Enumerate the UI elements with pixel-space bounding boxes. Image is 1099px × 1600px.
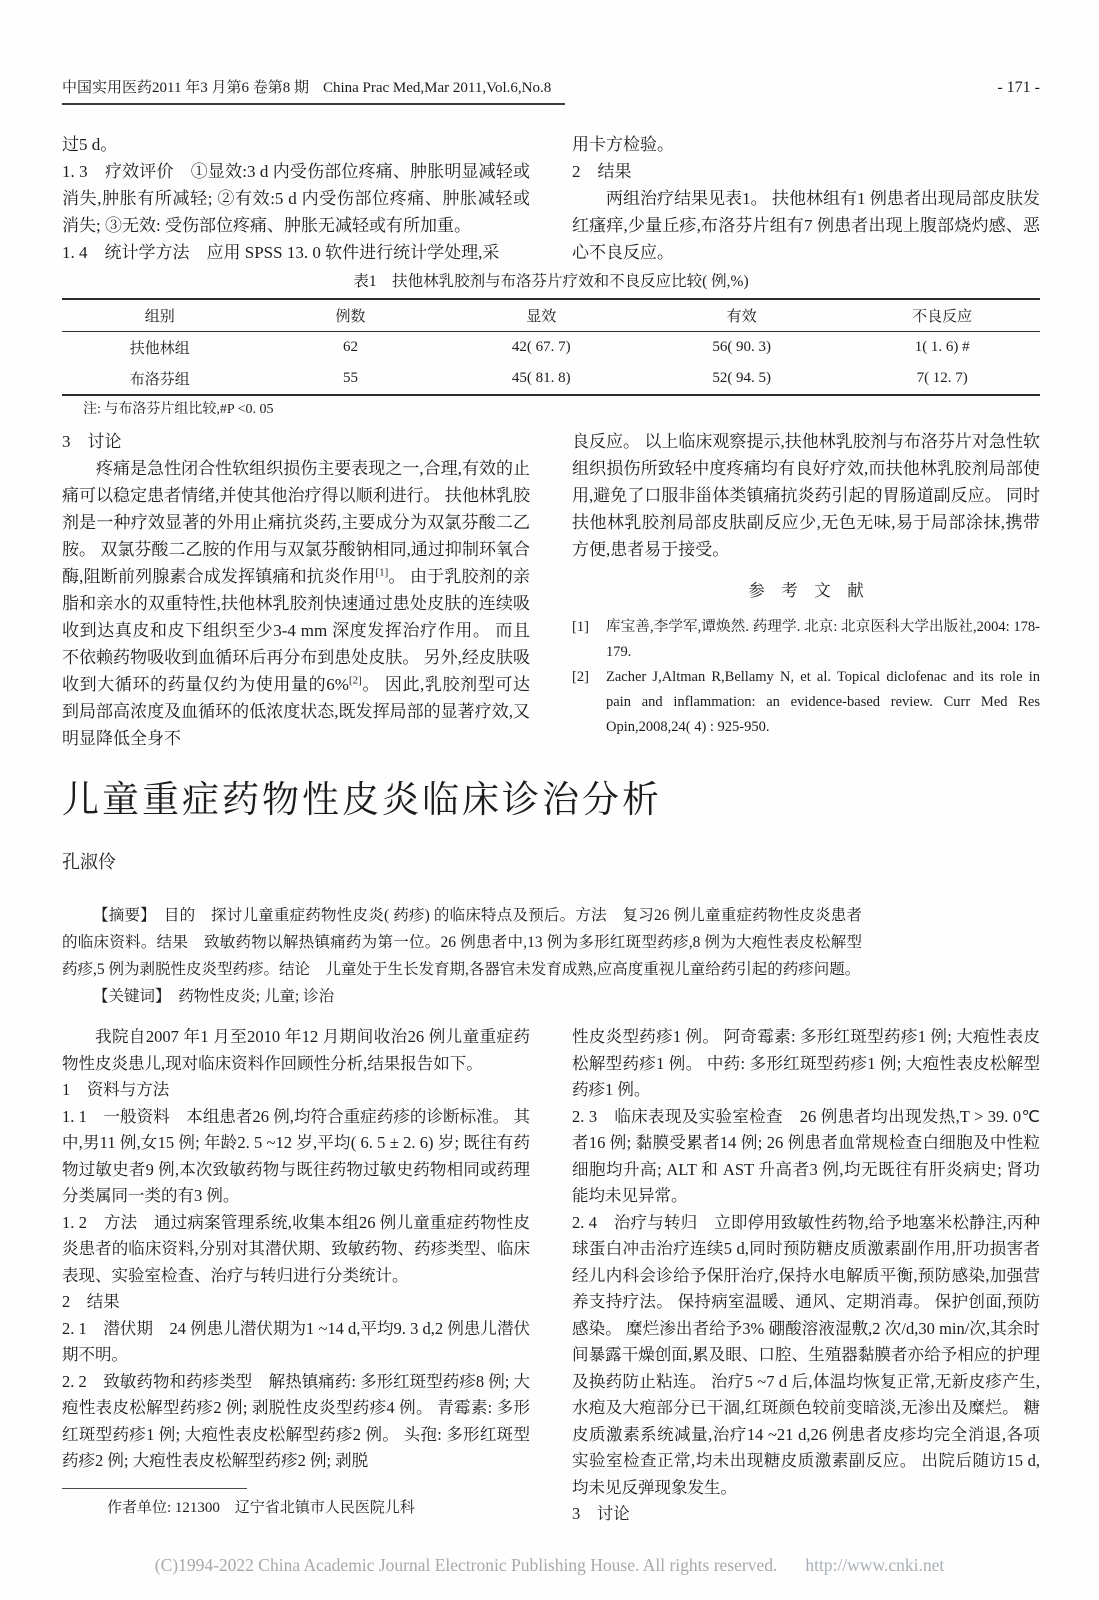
para-method: 1. 2 方法 通过病案管理系统,收集本组26 例儿童重症药物性皮炎患者的临床资料,分别对其潜伏期、致敏药物、药疹类型、临床表现、实验室检查、治疗与转归进行分类统计。 [62,1212,530,1285]
journal-title-en: China Prac Med,Mar 2011,Vol.6,No.8 [322,80,552,96]
discussion-seg3: 。 因此,乳胶剂型可达到局部高浓度及血循环的低浓度状态,既发挥局部的显著疗效,又明显降低全身不 [62,675,531,748]
article1-right-column [572,131,1040,266]
table-row-ibuprofen [62,363,1040,395]
table1 [62,298,1040,396]
reference-text: 库宝善,李学军,谭焕然. 药理学. 北京: 北京医科大学出版社,2004: 178-179. [606,619,1040,660]
cell-marked: 42( 67. 7) [511,339,571,355]
abstract-text: 目的 探讨儿童重症药物性皮炎( 药疹) 的临床特点及预后。方法 复习26 例儿童重症药物性皮炎患者的临床资料。结果 致敏药物以解热镇痛药为第一位。26 例患者中,13 例为多形红斑型药疹,8 例为大疱性表皮松解型药疹,5 例为剥脱性皮炎型药疹。结论 儿童处于生长发育期,各器官未发育成熟,应高度重视儿童给药引起的药疹问题。 [62,907,862,978]
para-discussion-continued: 良反应。 以上临床观察提示,扶他林乳胶剂与布洛芬片对急性软组织损伤所致轻中度疼痛均有良好疗效,而扶他林乳胶剂局部使用,避免了口服非甾体类镇痛抗炎药引起的胃肠道副反应。 同时扶他林乳胶剂局部皮肤副反应少,无色无味,易于局部涂抹,携带方便,患者易于接受。 [572,432,1040,559]
journal-title-cn: 中国实用医药2011 年3 月第6 卷第8 期 [62,80,309,96]
reference-item-1 [572,615,1040,665]
cell-adverse: 7( 12. 7) [916,370,968,386]
cell-adverse: 1( 1. 6) # [914,339,970,355]
col-header-effective: 有效 [726,309,757,325]
col-header-cases: 例数 [335,309,366,325]
discussion-right-column [572,428,1040,752]
cell-group: 布洛芬组 [129,372,190,388]
keywords-text: 药物性皮炎; 儿童; 诊治 [162,988,335,1005]
para-general-data: 1. 1 一般资料 本组患者26 例,均符合重症药疹的诊断标准。 其中,男11 例,女15 例; 年龄2. 5 ~12 岁,平均( 6. 5 ± 2. 6) 岁; 既往有药物过敏史者9 例,本次致敏药物与既往药物过敏史药物相同或药理分类属同一类的有3 例。 [62,1106,530,1205]
keywords-label: 【关键词】 [93,988,163,1005]
ref-superscript-1: [1] [375,566,389,579]
table1-block [62,270,1040,421]
abstract-label: 【摘要】 [93,907,149,924]
references-heading: 参 考 文 献 [748,581,864,600]
heading-materials-methods: 1 资料与方法 [62,1080,170,1099]
reference-number: [1] [572,619,589,635]
para-continued: 过5 d。 [62,135,118,154]
footnote-divider [62,1488,247,1489]
journal-info [62,78,565,105]
article2-left-column [62,1024,530,1528]
keywords-paragraph [62,983,862,1010]
discussion-seg2: 。 由于乳胶剂的亲脂和亲水的双重特性,扶他林乳胶剂快速通过患处皮肤的连续吸收到达真皮和皮下组织至少3-4 mm 深度发挥治疗作用。 而且不依赖药物吸收到血循环后再分布到患处皮肤。 另外,经皮肤吸收到大循环的药量仅约为使用量的6% [62,567,531,694]
col-header-adverse: 不良反应 [912,309,973,325]
page-footer [0,1555,1099,1576]
discussion-left-column [62,428,530,752]
article2-abstract-block [62,902,862,1010]
discussion-seg1: 疼痛是急性闭合性软组织损伤主要表现之一,合理,有效的止痛可以稳定患者情绪,并使其他治疗得以顺利进行。 扶他林乳胶剂是一种疗效显著的外用止痛抗炎药,主要成分为双氯芬酸二乙胺。 双氯芬酸二乙胺的作用与双氯芬酸钠相同,通过抑制环氧合酶,阻断前列腺素合成发挥镇痛和抗炎作用 [62,459,530,586]
cell-group: 扶他林组 [129,341,190,357]
para-allergens-continued: 性皮炎型药疹1 例。 阿奇霉素: 多形红斑型药疹1 例; 大疱性表皮松解型药疹1 例。 中药: 多形红斑型药疹1 例; 大疱性表皮松解型药疹1 例。 [572,1027,1040,1099]
table1-title: 表1 扶他林乳胶剂与布洛芬片疗效和不良反应比较( 例,%) [353,273,749,290]
cell-cases: 55 [343,370,358,386]
col-header-marked-effect: 显效 [526,309,557,325]
para-treatment-outcome: 2. 4 治疗与转归 立即停用致敏性药物,给予地塞米松静注,丙种球蛋白冲击治疗连续5 d,同时预防糖皮质激素副作用,肝功损害者经儿内科会诊给予保肝治疗,保持水电解质平衡,预防感染,加强营养支持疗法。 保持病室温暖、通风、定期消毒。 保护创面,预防感染。 糜烂渗出者给予3% 硼酸溶液湿敷,2 次/d,30 min/次,其余时间暴露干燥创面,累及眼、口腔、生殖器黏膜者亦给予相应的护理及换药防止粘连。 治疗5 ~7 d 后,体温均恢复正常,无新皮疹产生,水疱及大疱部分已干涸,红斑颜色较前变暗淡,无渗出及糜烂。 糖皮质激素系统减量,治疗14 ~21 d,26 例患者皮疹均完全消退,各项实验室检查正常,均未出现糖皮质激素副反应。 出院后随访15 d,均未见反弹现象发生。 [572,1212,1041,1497]
table1-header-row [62,299,1040,332]
article2-body-section [62,1024,1040,1528]
cell-effective: 52( 94. 5) [712,370,772,386]
para-clinical-lab: 2. 3 临床表现及实验室检查 26 例患者均出现发热,T > 39. 0℃者16 例; 黏膜受累者14 例; 26 例患者血常规检查白细胞及中性粒细胞均升高; ALT 和 AST 升高者3 例,均无既往有肝炎病史; 肾功能均未见异常。 [572,1106,1040,1205]
table1-note: 注: 与布洛芬片组比较,#P <0. 05 [83,402,274,417]
page-header [62,0,1040,105]
para-results: 两组治疗结果见表1。 扶他林组有1 例患者出现局部皮肤发红瘙痒,少量丘疹,布洛芬片组有7 例患者出现上腹部烧灼感、恶心不良反应。 [572,189,1040,262]
cell-cases: 62 [343,339,358,355]
ref-superscript-2: [2] [348,674,362,687]
para-statistics-method: 1. 4 统计学方法 应用 SPSS 13. 0 软件进行统计学处理,采 [62,243,500,262]
article1-left-column [62,131,530,266]
para-latency: 2. 1 潜伏期 24 例患儿潜伏期为1 ~14 d,平均9. 3 d,2 例患儿潜伏期不明。 [62,1318,530,1364]
para-intro: 我院自2007 年1 月至2010 年12 月期间收治26 例儿童重症药物性皮炎患儿,现对临床资料作回顾性分析,结果报告如下。 [62,1027,530,1073]
reference-number: [2] [572,669,589,685]
article2-page-title: 儿童重症药物性皮炎临床诊治分析 [62,780,662,821]
article1-discussion-section [62,428,1040,752]
page-number: - 171 - [997,79,1040,96]
reference-text: Zacher J,Altman R,Bellamy N, et al. Topical diclofenac and its role in pain and inflammation: an evidence-based review. Curr Med Res Opin,2008,24( 4) : 925-950. [606,669,1040,735]
para-discussion [62,455,530,752]
para-allergens: 2. 2 致敏药物和药疹类型 解热镇痛药: 多形红斑型药疹8 例; 大疱性表皮松解型药疹2 例; 剥脱性皮炎型药疹4 例。 青霉素: 多形红斑型药疹1 例; 大疱性表皮松解型药疹2 例。 头孢: 多形红斑型药疹2 例; 大疱性表皮松解型药疹2 例; 剥脱 [62,1371,530,1470]
article2-author-name: 孔淑伶 [62,852,116,872]
heading-discussion: 3 讨论 [62,432,122,451]
reference-item-2 [572,665,1040,740]
author-affiliation-footnote: 作者单位: 121300 辽宁省北镇市人民医院儿科 [107,1499,415,1516]
abstract-paragraph [62,902,862,983]
heading-results-2: 2 结果 [62,1292,120,1311]
col-header-group: 组别 [144,309,175,325]
para-chi-square: 用卡方检验。 [572,135,674,154]
copyright-text: (C)1994-2022 China Academic Journal Electronic Publishing House. All rights reserved. [154,1555,778,1575]
cell-marked: 45( 81. 8) [511,370,571,386]
article2-right-column [572,1024,1040,1528]
para-efficacy-criteria: 1. 3 疗效评价 ①显效:3 d 内受伤部位疼痛、肿胀明显减轻或消失,肿胀有所减轻; ②有效:5 d 内受伤部位疼痛、肿胀减轻或消失; ③无效: 受伤部位疼痛、肿胀无减轻或有所加重。 [62,162,530,235]
article1-top-section [62,131,1040,266]
heading-results: 2 结果 [572,162,632,181]
heading-discussion-2: 3 讨论 [572,1504,630,1523]
cnki-url[interactable]: http://www.cnki.net [805,1555,945,1575]
table-row-futalin [62,332,1040,364]
cell-effective: 56( 90. 3) [712,339,772,355]
